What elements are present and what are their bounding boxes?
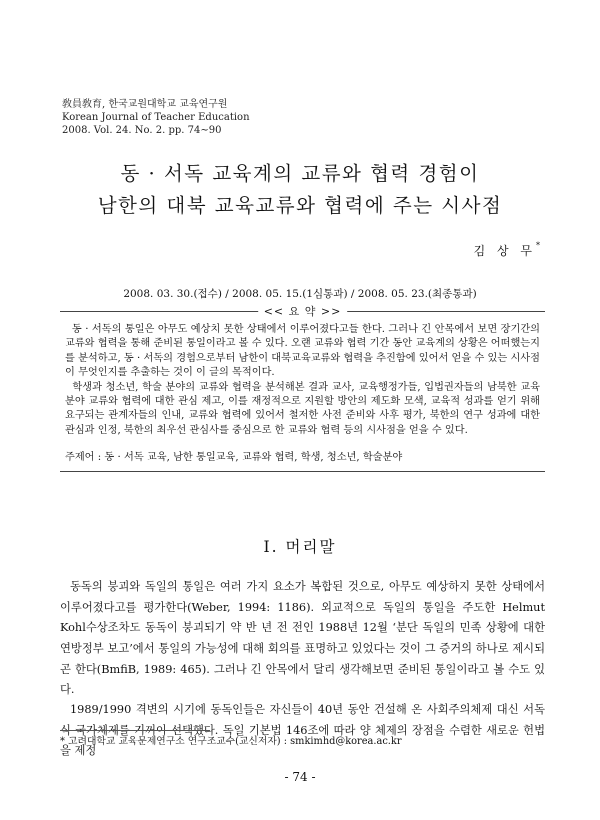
page-number: - 74 - xyxy=(284,770,316,784)
abstract-box xyxy=(60,303,545,472)
author xyxy=(474,242,540,259)
journal-name-english: Korean Journal of Teacher Education xyxy=(62,112,250,123)
section-heading: I. 머리말 xyxy=(263,538,337,556)
body-paragraph-2: 1989/1990 격변의 시기에 동독인들은 자신들이 40년 동안 건설해 온 사회주의체제 대신 서독식 국가체제를 기꺼이 선택했다. 독일 기본법 146조에 따라 양 체제의 장점을 수렴한 새로운 헌법을 제정 xyxy=(60,703,545,758)
body-paragraph-1: 동독의 붕괴와 독일의 통일은 여러 가지 요소가 복합된 것으로, 아무도 예상하지 못한 상태에서 이루어졌다고를 평가한다(Weber, 1994: 1186). 외교적으로 독일의 통일을 주도한 Helmut Kohl수상조차도 동독이 붕괴되기 약 반 년 전 전인 1988년 12월 ‘분단 독일의 민족 상황에 대한 연방정부 보고’에서 통일의 가능성에 대해 회의를 표명하고 있었다는 것이 그 증거의 하나로 제시되곤 한다(BmfiB, 1989: 465). 그러나 긴 안목에서 달리 생각해보면 준비된 통일이라고 볼 수도 있다. xyxy=(60,580,545,697)
abstract-paragraph-2: 학생과 청소년, 학술 분야의 교류와 협력을 분석해본 결과 교사, 교육행정가들, 입법권자들의 남북한 교육 분야 교류와 협력에 대한 관심 제고, 이를 재정적으로 지원할 방안의 제도화 모색, 교육적 성과를 얻기 위해 요구되는 관계자들의 인내, 교류와 협력에 있어서 철저한 사전 준비와 사후 평가, 북한의 연구 성과에 대한 관심과 인정, 북한의 최우선 관심사를 중심으로 한 교류와 협력 등의 시사점을 얻을 수 있다. xyxy=(65,381,540,436)
abstract-paragraph-1: 동 · 서독의 통일은 아무도 예상치 못한 상태에서 이루어졌다고들 한다. 그러나 긴 안목에서 보면 장기간의 교류와 협력을 통해 준비된 통일이라고 볼 수 있다. 오랜 교류와 협력 기간 동안 교육계의 상황은 어떠했는지를 분석하고, 동 · 서독의 경험으로부터 남한이 대북교육교류와 협력을 추진함에 있어서 얻을 수 있는 시사점이 무엇인지를 추출하는 것이 이 글의 목적이다. xyxy=(65,324,540,379)
journal-volume-info: 2008. Vol. 24. No. 2. pp. 74∼90 xyxy=(62,125,222,136)
author-footnote-mark: * xyxy=(536,241,540,250)
abstract-header xyxy=(60,303,545,319)
paper-title-line-1: 동 · 서독 교육계의 교류와 협력 경험이 xyxy=(120,162,480,185)
paper-title-line-2: 남한의 대북 교육교류와 협력에 주는 시사점 xyxy=(97,194,503,217)
abstract-heading: << 요 약 >> xyxy=(258,303,348,319)
submission-dates: 2008. 03. 30.(접수) / 2008. 05. 15.(1심통과) / 2008. 05. 23.(최종통과) xyxy=(123,288,477,300)
footnote-rule xyxy=(60,730,210,731)
journal-name-korean: 敎員敎育, 한국교원대학교 교육연구원 xyxy=(62,99,228,110)
footnote: * 고려대학교 교육문제연구소 연구조교수(교신저자) : smkimhd@korea.ac.kr xyxy=(60,736,402,747)
keywords: 주제어 : 동 · 서독 교육, 남한 통일교육, 교류와 협력, 학생, 청소년, 학술분야 xyxy=(65,452,403,464)
journal-header xyxy=(62,98,250,137)
author-name: 김 상 무 xyxy=(473,244,536,258)
abstract-bottom-rule xyxy=(60,471,545,472)
